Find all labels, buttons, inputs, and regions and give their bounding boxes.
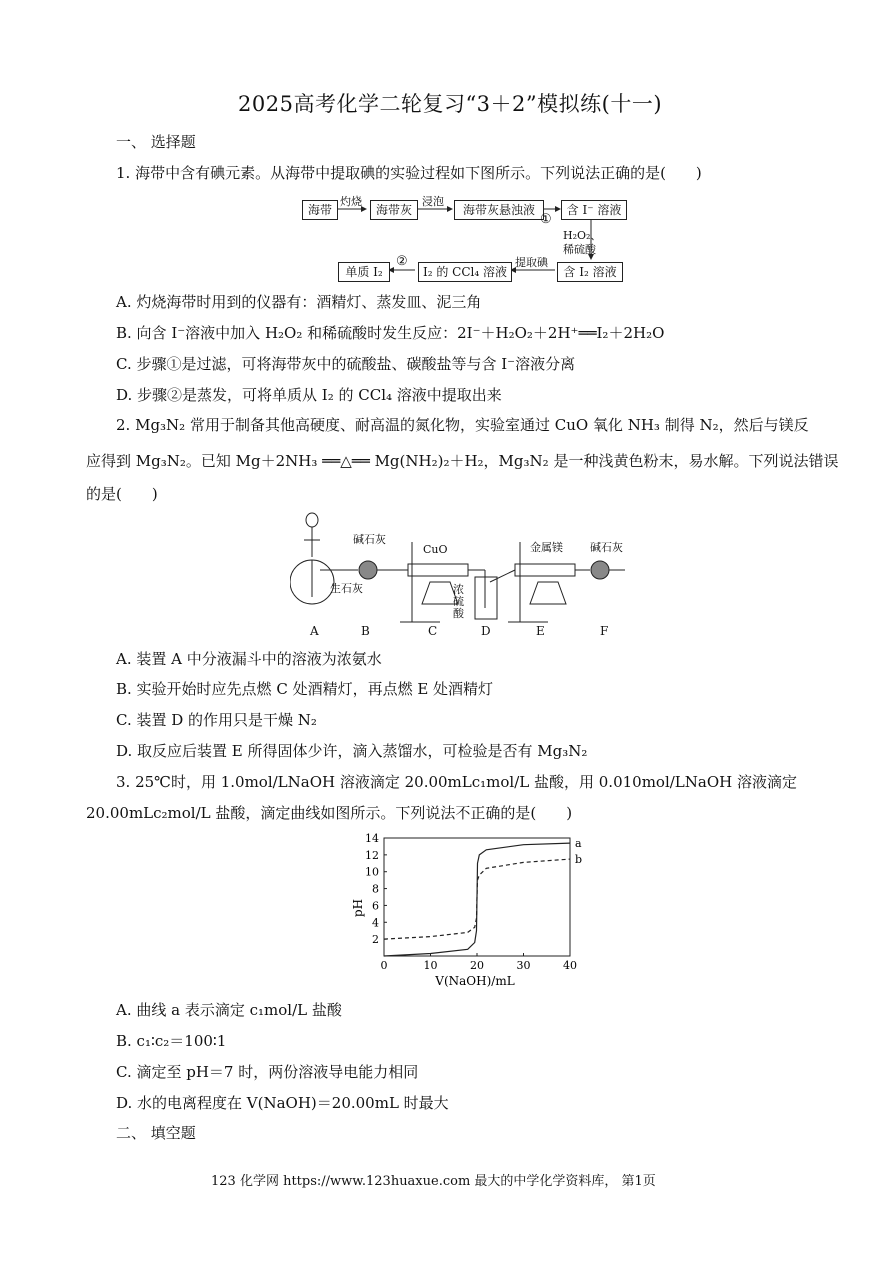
- y-tick-label: 10: [365, 865, 379, 879]
- flow-label-h2o2: H₂O₂、: [563, 229, 602, 242]
- q2-option-a: A. 装置 A 中分液漏斗中的溶液为浓氨水: [116, 650, 382, 668]
- flow-label-extract: 提取碘: [515, 256, 548, 269]
- apparatus-label-conc-acid: 浓 硫 酸: [453, 583, 464, 620]
- q1-option-a: A. 灼烧海带时用到的仪器有：酒精灯、蒸发皿、泥三角: [116, 293, 482, 311]
- apparatus-label-magnesium: 金属镁: [530, 541, 563, 554]
- q3-stem-line2: 20.00mLc₂mol/L 盐酸，滴定曲线如图所示。下列说法不正确的是( ): [86, 804, 573, 822]
- q3-option-d: D. 水的电离程度在 V(NaOH)＝20.00mL 时最大: [116, 1094, 449, 1112]
- q3-option-b: B. c₁∶c₂＝100∶1: [116, 1032, 227, 1050]
- titration-chart: [340, 828, 590, 993]
- apparatus-label-quicklime: 生石灰: [330, 582, 363, 595]
- chart-xlabel: V(NaOH)/mL: [435, 974, 515, 988]
- x-tick-label: 0: [380, 959, 388, 972]
- x-tick-label: 10: [423, 959, 438, 972]
- flow-label-acid: 稀硫酸: [563, 243, 596, 256]
- apparatus-letter-c: C: [428, 624, 438, 638]
- flow-box-ccl4-solution: I₂ 的 CCl₄ 溶液: [418, 262, 512, 282]
- apparatus-letter-e: E: [536, 624, 545, 638]
- page-title: 2025高考化学二轮复习“3＋2”模拟练(十一): [238, 92, 663, 116]
- y-tick-label: 2: [372, 933, 379, 947]
- q3-option-c: C. 滴定至 pH＝7 时，两份溶液导电能力相同: [116, 1063, 419, 1081]
- y-tick-label: 14: [365, 832, 379, 845]
- flow-label-step1: ①: [540, 212, 552, 227]
- section-heading-choice: 一、 选择题: [116, 133, 196, 151]
- x-tick-label: 30: [516, 959, 531, 972]
- y-tick-label: 8: [372, 882, 379, 896]
- q2-option-d: D. 取反应后装置 E 所得固体少许，滴入蒸馏水，可检验是否有 Mg₃N₂: [116, 742, 588, 760]
- apparatus-letter-b: B: [361, 624, 370, 638]
- x-tick-label: 20: [470, 959, 484, 972]
- apparatus-letter-f: F: [600, 624, 609, 638]
- apparatus-letter-a: A: [310, 624, 319, 638]
- apparatus-label-cuo: CuO: [423, 543, 448, 556]
- q1-stem: 1. 海带中含有碘元素。从海带中提取碘的实验过程如下图所示。下列说法正确的是( ): [116, 164, 702, 182]
- flow-label-step2: ②: [396, 254, 408, 269]
- q2-option-b: B. 实验开始时应先点燃 C 处酒精灯，再点燃 E 处酒精灯: [116, 680, 494, 698]
- section-heading-fill: 二、 填空题: [116, 1124, 196, 1142]
- q2-stem-line1: 2. Mg₃N₂ 常用于制备其他高硬度、耐高温的氮化物，实验室通过 CuO 氧化 NH₃ 制得 N₂，然后与镁反: [116, 416, 809, 434]
- flow-box-suspension: 海带灰悬浊液: [454, 200, 544, 220]
- page-footer: 123 化学网 https://www.123huaxue.com 最大的中学化学资料库， 第1页: [211, 1174, 656, 1189]
- q1-option-c: C. 步骤①是过滤，可将海带灰中的硫酸盐、碳酸盐等与含 I⁻溶液分离: [116, 355, 576, 373]
- y-tick-label: 12: [365, 848, 379, 862]
- flow-box-ash: 海带灰: [370, 200, 418, 220]
- flow-label-burn: 灼烧: [340, 195, 362, 208]
- apparatus-label-soda-lime-b: 碱石灰: [353, 533, 386, 546]
- apparatus-letter-d: D: [481, 624, 491, 638]
- q2-stem-line2: 应得到 Mg₃N₂。已知 Mg＋2NH₃ ══△══ Mg(NH₂)₂＋H₂，Mg₃N₂ 是一种浅黄色粉末，易水解。下列说法错误: [86, 452, 839, 470]
- q3-stem-line1: 3. 25℃时，用 1.0mol/LNaOH 溶液滴定 20.00mLc₁mol/L 盐酸，用 0.010mol/LNaOH 溶液滴定: [116, 773, 797, 791]
- q2-option-c: C. 装置 D 的作用只是干燥 N₂: [116, 711, 317, 729]
- q1-option-d: D. 步骤②是蒸发，可将单质从 I₂ 的 CCl₄ 溶液中提取出来: [116, 386, 502, 404]
- q3-option-a: A. 曲线 a 表示滴定 c₁mol/L 盐酸: [116, 1001, 342, 1019]
- q2-stem-line3: 的是( ): [86, 485, 158, 503]
- chart-ylabel: pH: [351, 898, 365, 918]
- flow-box-seaweed: 海带: [302, 200, 338, 220]
- flow-box-iodine-solution: 含 I₂ 溶液: [557, 262, 623, 282]
- q1-option-b: B. 向含 I⁻溶液中加入 H₂O₂ 和稀硫酸时发生反应：2I⁻＋H₂O₂＋2H⁺══I₂＋2H₂O: [116, 324, 665, 342]
- y-tick-label: 6: [372, 899, 379, 913]
- flow-box-elemental-iodine: 单质 I₂: [338, 262, 390, 282]
- x-tick-label: 40: [563, 959, 577, 972]
- series-label-b: b: [575, 853, 583, 867]
- y-tick-label: 4: [372, 916, 379, 930]
- series-label-a: a: [575, 837, 582, 851]
- apparatus-label-soda-lime-f: 碱石灰: [590, 541, 623, 554]
- flow-box-iodide-solution: 含 I⁻ 溶液: [561, 200, 627, 220]
- flow-label-soak: 浸泡: [422, 195, 444, 208]
